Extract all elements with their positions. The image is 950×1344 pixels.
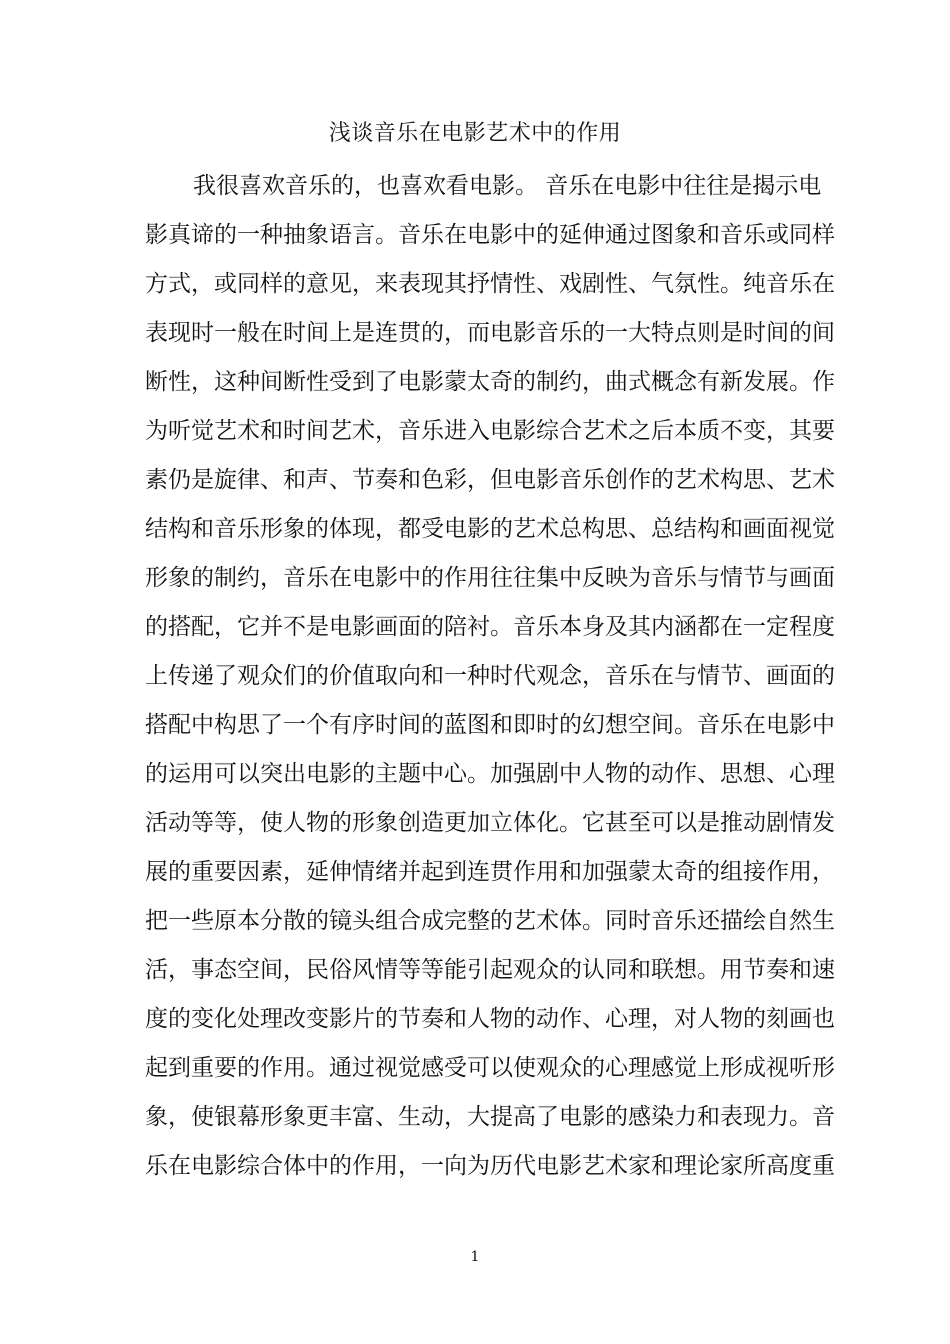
paragraph-line: 我很喜欢音乐的，也喜欢看电影。 音乐在电影中往往是揭示电 (193, 173, 822, 199)
paragraph-line: 方式，或同样的意见，来表现其抒情性、戏剧性、气氛性。纯音乐在 (145, 271, 835, 297)
paragraph-line: 度的变化处理改变影片的节奏和人物的动作、心理，对人物的刻画也 (145, 1006, 835, 1032)
page-number: 1 (470, 1249, 480, 1265)
paragraph-line: 象，使银幕形象更丰富、生动，大提高了电影的感染力和表现力。音 (145, 1104, 835, 1130)
paragraph-line: 乐在电影综合体中的作用，一向为历代电影艺术家和理论家所高度重 (145, 1153, 835, 1179)
paragraph-line: 结构和音乐形象的体现，都受电影的艺术总构思、总结构和画面视觉 (145, 516, 835, 542)
paragraph-line: 搭配中构思了一个有序时间的蓝图和即时的幻想空间。音乐在电影中 (145, 712, 835, 738)
paragraph-line: 活，事态空间，民俗风情等等能引起观众的认同和联想。用节奏和速 (145, 957, 835, 983)
paragraph-line: 的运用可以突出电影的主题中心。加强剧中人物的动作、思想、心理 (145, 761, 835, 787)
paragraph-line: 的搭配，它并不是电影画面的陪衬。音乐本身及其内涵都在一定程度 (145, 614, 835, 640)
paragraph-line: 起到重要的作用。通过视觉感受可以使观众的心理感觉上形成视听形 (145, 1055, 835, 1081)
paragraph-line: 表现时一般在时间上是连贯的，而电影音乐的一大特点则是时间的间 (145, 320, 835, 346)
page-title: 浅谈音乐在电影艺术中的作用 (328, 121, 622, 146)
paragraph-line: 影真谛的一种抽象语言。音乐在电影中的延伸通过图象和音乐或同样 (145, 222, 835, 248)
paragraph-line: 素仍是旋律、和声、节奏和色彩，但电影音乐创作的艺术构思、艺术 (145, 467, 835, 493)
paragraph-line: 为听觉艺术和时间艺术，音乐进入电影综合艺术之后本质不变，其要 (145, 418, 835, 444)
paragraph-line: 上传递了观众们的价值取向和一种时代观念，音乐在与情节、画面的 (145, 663, 835, 689)
paragraph-line: 展的重要因素，延伸情绪并起到连贯作用和加强蒙太奇的组接作用， (145, 859, 835, 885)
paragraph-line: 活动等等，使人物的形象创造更加立体化。它甚至可以是推动剧情发 (145, 810, 835, 836)
paragraph-line: 形象的制约，音乐在电影中的作用往往集中反映为音乐与情节与画面 (145, 565, 835, 591)
body-paragraph (145, 168, 835, 1197)
paragraph-line: 把一些原本分散的镜头组合成完整的艺术体。同时音乐还描绘自然生 (145, 908, 835, 934)
paragraph-line: 断性，这种间断性受到了电影蒙太奇的制约，曲式概念有新发展。作 (145, 369, 835, 395)
